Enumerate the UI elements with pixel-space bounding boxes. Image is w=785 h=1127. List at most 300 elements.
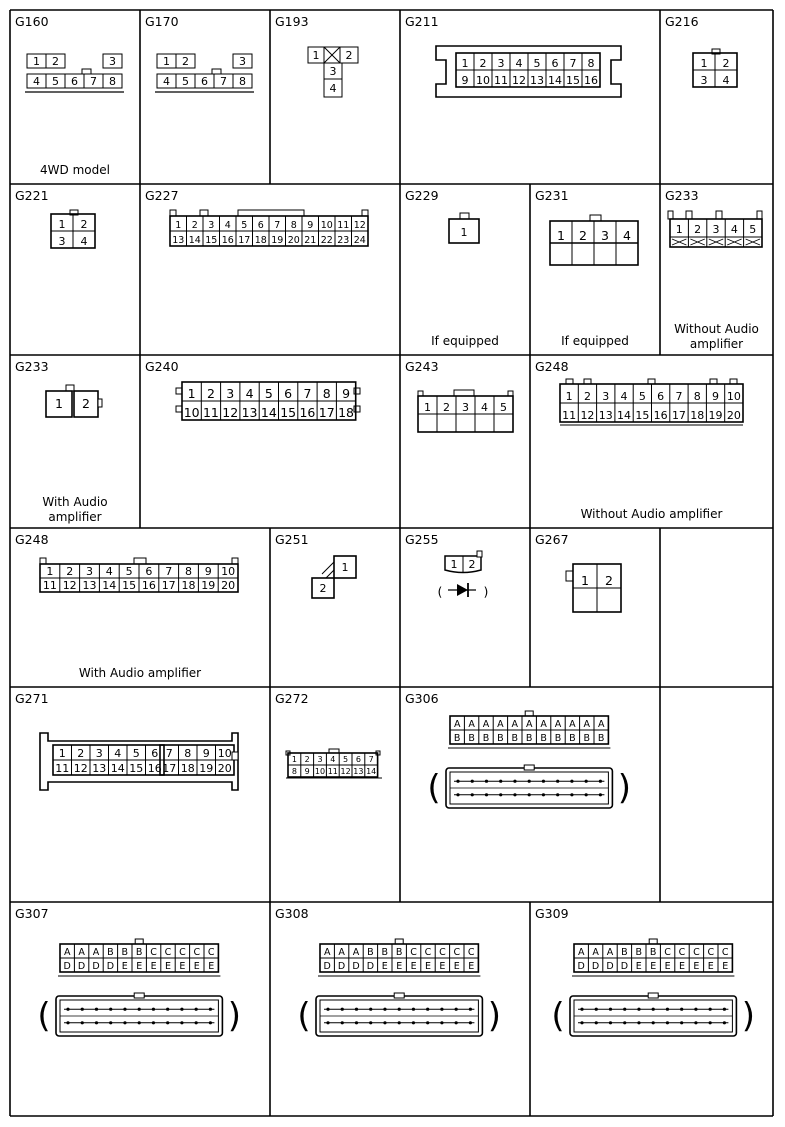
- pin-label: 4: [80, 235, 88, 248]
- pin-label: 15: [566, 74, 580, 87]
- pin-label: A: [453, 719, 461, 730]
- connector-g233-with-amp: [46, 385, 102, 417]
- pin-label: 7: [165, 565, 173, 578]
- pin-label: 10: [726, 390, 741, 403]
- connector-id: G306: [405, 691, 439, 706]
- pin-label: 2: [182, 55, 189, 68]
- terminal-dot: [383, 1008, 386, 1011]
- terminal-dot: [455, 1008, 458, 1011]
- pin-label: E: [664, 961, 671, 972]
- pin-label: A: [482, 719, 490, 730]
- terminal-dot: [66, 1008, 69, 1011]
- terminal-dot: [180, 1021, 183, 1024]
- bracket-right: ): [227, 996, 242, 1036]
- pin-label: 9: [307, 220, 314, 231]
- pin-label: C: [179, 947, 186, 958]
- cell-g308-22: [275, 906, 501, 1036]
- pin-label: 2: [579, 228, 587, 243]
- pin-label: 15: [122, 579, 137, 592]
- terminal-dot: [195, 1021, 198, 1024]
- terminal-dot: [528, 780, 531, 783]
- pin-label: A: [63, 947, 71, 958]
- pin-label: D: [92, 961, 100, 972]
- terminal-dot: [499, 793, 502, 796]
- cell-g243-12: [405, 359, 513, 432]
- pin-label: A: [554, 719, 562, 730]
- pin-label: E: [468, 961, 475, 972]
- cell-g248-14: [15, 532, 238, 680]
- pin-label: 2: [694, 223, 702, 236]
- pin-label: B: [367, 947, 374, 958]
- pin-label: 1: [46, 565, 54, 578]
- pin-label: 3: [95, 747, 103, 760]
- cell-g211-3: [405, 14, 621, 97]
- lock-tab: [134, 993, 144, 998]
- connector-link: [326, 570, 334, 578]
- pin-label: 13: [353, 767, 364, 776]
- terminal-dot: [485, 793, 488, 796]
- pin-label: 14: [366, 767, 377, 776]
- pin-label: E: [396, 961, 403, 972]
- pin-label: 17: [162, 762, 177, 775]
- pin-label: 8: [693, 390, 701, 403]
- connector-id: G233: [665, 188, 699, 203]
- pin-label: 14: [102, 579, 117, 592]
- pin-label: 3: [317, 755, 323, 764]
- pin-label: A: [583, 719, 591, 730]
- cell-g227-6: [145, 188, 368, 246]
- connector-g233-without-amp: [668, 211, 762, 247]
- lock-tab: [66, 385, 74, 391]
- bracket-right: ): [487, 996, 502, 1036]
- pin-label: C: [410, 947, 417, 958]
- cell-g240-11: [145, 359, 360, 420]
- pin-label: D: [337, 961, 346, 972]
- connector-g306: [427, 711, 631, 808]
- terminal-dot: [623, 1008, 626, 1011]
- pin-label: 14: [617, 409, 632, 422]
- connector-id: G251: [275, 532, 309, 547]
- pin-label: 11: [337, 220, 350, 231]
- pin-label: 9: [304, 767, 310, 776]
- pin-label: E: [424, 961, 432, 972]
- terminal-dot: [456, 793, 459, 796]
- pin-label: 14: [188, 235, 201, 246]
- pin-label: 2: [52, 55, 59, 68]
- pin-label: 7: [303, 386, 312, 401]
- terminal-dot: [81, 1021, 84, 1024]
- pin-label: C: [693, 947, 700, 958]
- terminal-dot: [609, 1021, 612, 1024]
- terminal-dot: [570, 780, 573, 783]
- terminal-dot: [440, 1008, 443, 1011]
- pin-label: 10: [320, 220, 333, 231]
- terminal-dot: [723, 1021, 726, 1024]
- connector-g231: [550, 215, 638, 265]
- pin-label: 17: [318, 405, 335, 420]
- pin-label: B: [395, 947, 403, 958]
- pin-label: 5: [533, 57, 541, 70]
- connector-g216: [693, 49, 737, 87]
- connector-id: G243: [405, 359, 439, 374]
- pin-label: 1: [557, 228, 565, 243]
- pin-label: D: [577, 961, 585, 972]
- cell-g233-9: [665, 188, 762, 351]
- connector-g267: [566, 564, 621, 612]
- diode-symbol: [438, 583, 489, 599]
- connector-g272: [286, 749, 382, 778]
- pin-label: 20: [221, 579, 236, 592]
- pin-label: 5: [264, 386, 273, 401]
- pin-label: 1: [175, 220, 182, 231]
- pin-label: 4: [722, 74, 730, 87]
- terminal-dot: [680, 1008, 683, 1011]
- pin-label: 8: [239, 75, 246, 88]
- terminal-dot: [528, 793, 531, 796]
- terminal-dot: [81, 1008, 84, 1011]
- pin-label: 10: [221, 565, 236, 578]
- pin-label: C: [707, 947, 715, 958]
- connector-g221: [51, 210, 95, 248]
- pin-label: 8: [290, 220, 297, 231]
- terminal-dot: [152, 1008, 155, 1011]
- pin-label: E: [150, 961, 157, 972]
- pin-label: 21: [304, 235, 317, 246]
- pin-label: 11: [327, 767, 338, 776]
- connector-id: G231: [535, 188, 569, 203]
- terminal-dot: [123, 1008, 126, 1011]
- terminal-dot: [209, 1021, 212, 1024]
- pin-label: 1: [460, 226, 468, 239]
- pin-label: 9: [342, 386, 351, 401]
- connector-id: G308: [275, 906, 309, 921]
- pin-label: 10: [183, 405, 200, 420]
- terminal-dot: [485, 780, 488, 783]
- connector-g160: [25, 54, 124, 92]
- terminal-dot: [109, 1021, 112, 1024]
- pin-label: 1: [341, 561, 349, 574]
- pin-label: 3: [462, 401, 469, 414]
- terminal-dot: [542, 793, 545, 796]
- pin-label: 8: [587, 57, 595, 70]
- lock-tab: [354, 388, 360, 394]
- pin-label: 19: [271, 235, 284, 246]
- connector-id: G216: [665, 14, 699, 29]
- pin-label: B: [554, 733, 562, 744]
- pin-label: 12: [222, 405, 239, 420]
- cell-g309-23: [535, 906, 755, 1036]
- pin-label: B: [121, 947, 129, 958]
- connector-g248-without-amp: [560, 379, 743, 425]
- pin-label: 1: [187, 386, 196, 401]
- pin-label: 3: [58, 235, 66, 248]
- pin-label: B: [649, 947, 657, 958]
- cell-g221-5: [15, 188, 95, 248]
- terminal-dot: [398, 1008, 401, 1011]
- pin-label: E: [410, 961, 417, 972]
- cell-g251-15: [275, 532, 356, 598]
- pin-label: 16: [299, 405, 316, 420]
- terminal-dot: [499, 780, 502, 783]
- pin-label: 13: [241, 405, 258, 420]
- pin-label: 13: [598, 409, 613, 422]
- connector-note: If equipped: [431, 334, 499, 348]
- lock-tab: [686, 211, 692, 219]
- pin-label: A: [92, 947, 100, 958]
- pin-label: 4: [515, 57, 523, 70]
- connector-g248-with-amp: [40, 558, 238, 592]
- pin-label: 12: [353, 220, 366, 231]
- terminal-dot: [609, 1008, 612, 1011]
- terminal-dot: [138, 1021, 141, 1024]
- pin-label: D: [366, 961, 375, 972]
- lock-tab: [98, 399, 102, 407]
- terminal-dot: [426, 1021, 429, 1024]
- pin-label: B: [453, 733, 461, 744]
- pin-label: 14: [260, 405, 277, 420]
- terminal-dot: [426, 1008, 429, 1011]
- pin-label: D: [77, 961, 86, 972]
- pin-label: 2: [80, 218, 88, 231]
- connector-id: G271: [15, 691, 49, 706]
- pin-label: C: [424, 947, 432, 958]
- pin-label: 4: [33, 75, 40, 88]
- terminal-dot: [355, 1008, 358, 1011]
- lock-tab: [454, 390, 474, 396]
- pin-label: 16: [141, 579, 156, 592]
- cell-g231-8: [535, 188, 638, 348]
- pin-label: 1: [58, 218, 66, 231]
- pin-label: 6: [145, 565, 153, 578]
- pin-label: 2: [479, 57, 487, 70]
- terminal-dot: [709, 1021, 712, 1024]
- lock-tab: [238, 210, 304, 216]
- pin-label: 1: [461, 57, 469, 70]
- pin-label: 8: [291, 767, 297, 776]
- connector-note: amplifier: [689, 337, 744, 351]
- pin-label: 9: [461, 74, 469, 87]
- pin-label: 8: [185, 565, 192, 578]
- lock-tab: [757, 211, 762, 219]
- pin-label: D: [591, 961, 600, 972]
- terminal-dot: [398, 1021, 401, 1024]
- pin-label: 13: [172, 235, 185, 246]
- pin-label: A: [338, 947, 345, 958]
- terminal-dot: [209, 1008, 212, 1011]
- pin-label: D: [606, 961, 614, 972]
- pin-label: 1: [424, 401, 431, 414]
- pin-label: 16: [147, 762, 162, 775]
- pin-label: A: [468, 719, 475, 730]
- pin-label: 2: [443, 401, 450, 414]
- pin-label: 3: [329, 65, 337, 78]
- lock-tab: [232, 558, 238, 564]
- pin-label: A: [577, 947, 585, 958]
- pin-label: 1: [675, 223, 683, 236]
- cell-g248-13: [535, 359, 743, 521]
- lock-tab: [590, 215, 601, 221]
- connector-g255: [438, 551, 489, 599]
- pin-label: 3: [208, 220, 215, 231]
- pin-label: 4: [730, 223, 738, 236]
- terminal-dot: [326, 1021, 329, 1024]
- pin-label: 6: [71, 75, 78, 88]
- pin-label: 20: [287, 235, 300, 246]
- pin-label: 15: [205, 235, 218, 246]
- connector-note: With Audio: [42, 495, 108, 509]
- pin-label: B: [482, 733, 490, 744]
- terminal-dot: [95, 1008, 98, 1011]
- pin-label: B: [107, 947, 114, 958]
- pin-label: E: [650, 961, 657, 972]
- bracket-left: (: [437, 584, 443, 599]
- pin-label: 14: [110, 762, 125, 775]
- lock-tab: [566, 571, 573, 581]
- cell-g233-10: [15, 359, 108, 524]
- lock-tab: [716, 211, 722, 219]
- connector-id: G229: [405, 188, 439, 203]
- connector-id: G267: [535, 532, 569, 547]
- pin-label: 3: [226, 386, 235, 401]
- connector-note: Without Audio: [674, 322, 759, 336]
- connector-id: G233: [15, 359, 49, 374]
- pin-label: 18: [180, 762, 195, 775]
- pin-label: 7: [274, 220, 281, 231]
- pin-label: 18: [338, 405, 355, 420]
- pin-label: 6: [657, 390, 665, 403]
- pin-label: 4: [224, 220, 231, 231]
- pin-label: 2: [605, 573, 613, 588]
- terminal-dot: [570, 793, 573, 796]
- pin-label: 1: [312, 49, 320, 62]
- pin-label: C: [467, 947, 475, 958]
- pin-label: 6: [151, 747, 159, 760]
- pin-label: B: [468, 733, 475, 744]
- pin-label: 15: [280, 405, 297, 420]
- terminal-dot: [666, 1008, 669, 1011]
- pin-label: A: [592, 947, 599, 958]
- lock-tab: [460, 213, 469, 219]
- pin-label: E: [707, 961, 714, 972]
- terminal-dot: [195, 1008, 198, 1011]
- connector-id: G170: [145, 14, 179, 29]
- pin-label: 15: [635, 409, 650, 422]
- pin-label: 16: [653, 409, 668, 422]
- terminal-dot: [595, 1008, 598, 1011]
- pin-label: 2: [583, 390, 591, 403]
- connector-id: G307: [15, 906, 49, 921]
- terminal-dot: [637, 1021, 640, 1024]
- connector-id: G211: [405, 14, 439, 29]
- pin-label: 3: [239, 55, 246, 68]
- pin-label: 1: [291, 755, 297, 764]
- pin-label: 5: [500, 401, 507, 414]
- terminal-dot: [166, 1021, 169, 1024]
- pin-label: 12: [340, 767, 351, 776]
- terminal-dot: [469, 1008, 472, 1011]
- pin-label: 1: [700, 57, 708, 70]
- pin-label: A: [597, 719, 605, 730]
- pin-label: E: [164, 961, 172, 972]
- pin-label: E: [693, 961, 700, 972]
- pin-label: B: [621, 947, 628, 958]
- pin-label: 4: [623, 228, 631, 243]
- pin-label: A: [525, 719, 533, 730]
- pin-label: C: [193, 947, 201, 958]
- pin-label: 9: [202, 747, 210, 760]
- pin-label: E: [136, 961, 143, 972]
- terminal-dot: [723, 1008, 726, 1011]
- pin-label: 12: [512, 74, 526, 87]
- terminal-dot: [694, 1008, 697, 1011]
- pin-label: 12: [62, 579, 77, 592]
- pin-label: 5: [749, 223, 757, 236]
- pin-label: B: [497, 733, 504, 744]
- pin-label: 8: [322, 386, 331, 401]
- lock-tab: [354, 406, 360, 412]
- pin-label: D: [620, 961, 629, 972]
- pin-label: 9: [712, 390, 720, 403]
- pin-label: 9: [204, 565, 212, 578]
- pin-label: 24: [353, 235, 366, 246]
- pin-label: 2: [77, 747, 85, 760]
- terminal-dot: [595, 1021, 598, 1024]
- terminal-dot: [580, 1021, 583, 1024]
- pin-label: A: [540, 719, 547, 730]
- cell-g306-20: [405, 691, 631, 808]
- pin-label: 18: [181, 579, 196, 592]
- pin-label: D: [352, 961, 360, 972]
- pin-label: 19: [708, 409, 723, 422]
- pin-label: 14: [548, 74, 562, 87]
- diode-icon: [457, 584, 468, 596]
- pin-label: 1: [450, 558, 458, 571]
- pin-label: C: [678, 947, 686, 958]
- connector-note: If equipped: [561, 334, 629, 348]
- pin-label: 2: [722, 57, 730, 70]
- terminal-dot: [652, 1008, 655, 1011]
- bracket-left: (: [297, 996, 311, 1036]
- pin-label: 6: [284, 386, 293, 401]
- lock-tab: [477, 551, 482, 557]
- pin-label: 20: [217, 762, 232, 775]
- pin-label: B: [135, 947, 143, 958]
- terminal-dot: [341, 1008, 344, 1011]
- pin-label: 1: [581, 573, 589, 588]
- pin-label: 2: [206, 386, 215, 401]
- pin-label: 1: [58, 747, 66, 760]
- terminal-dot: [326, 1008, 329, 1011]
- cell-g272-19: [275, 691, 382, 778]
- pin-label: 2: [319, 582, 327, 595]
- pin-label: 19: [199, 762, 214, 775]
- cell-g193-2: [275, 14, 358, 97]
- pin-label: 3: [712, 223, 720, 236]
- pin-label: 2: [304, 755, 310, 764]
- terminal-dot: [123, 1021, 126, 1024]
- terminal-dot: [542, 780, 545, 783]
- pin-label: 11: [202, 405, 219, 420]
- connector-id: G193: [275, 14, 309, 29]
- pin-label: 15: [129, 762, 144, 775]
- terminal-dot: [585, 793, 588, 796]
- lock-tab: [524, 765, 534, 770]
- terminal-dot: [95, 1021, 98, 1024]
- pin-label: 4: [163, 75, 170, 88]
- connector-note: 4WD model: [40, 163, 110, 177]
- connector-g243: [418, 390, 513, 432]
- pin-label: C: [207, 947, 215, 958]
